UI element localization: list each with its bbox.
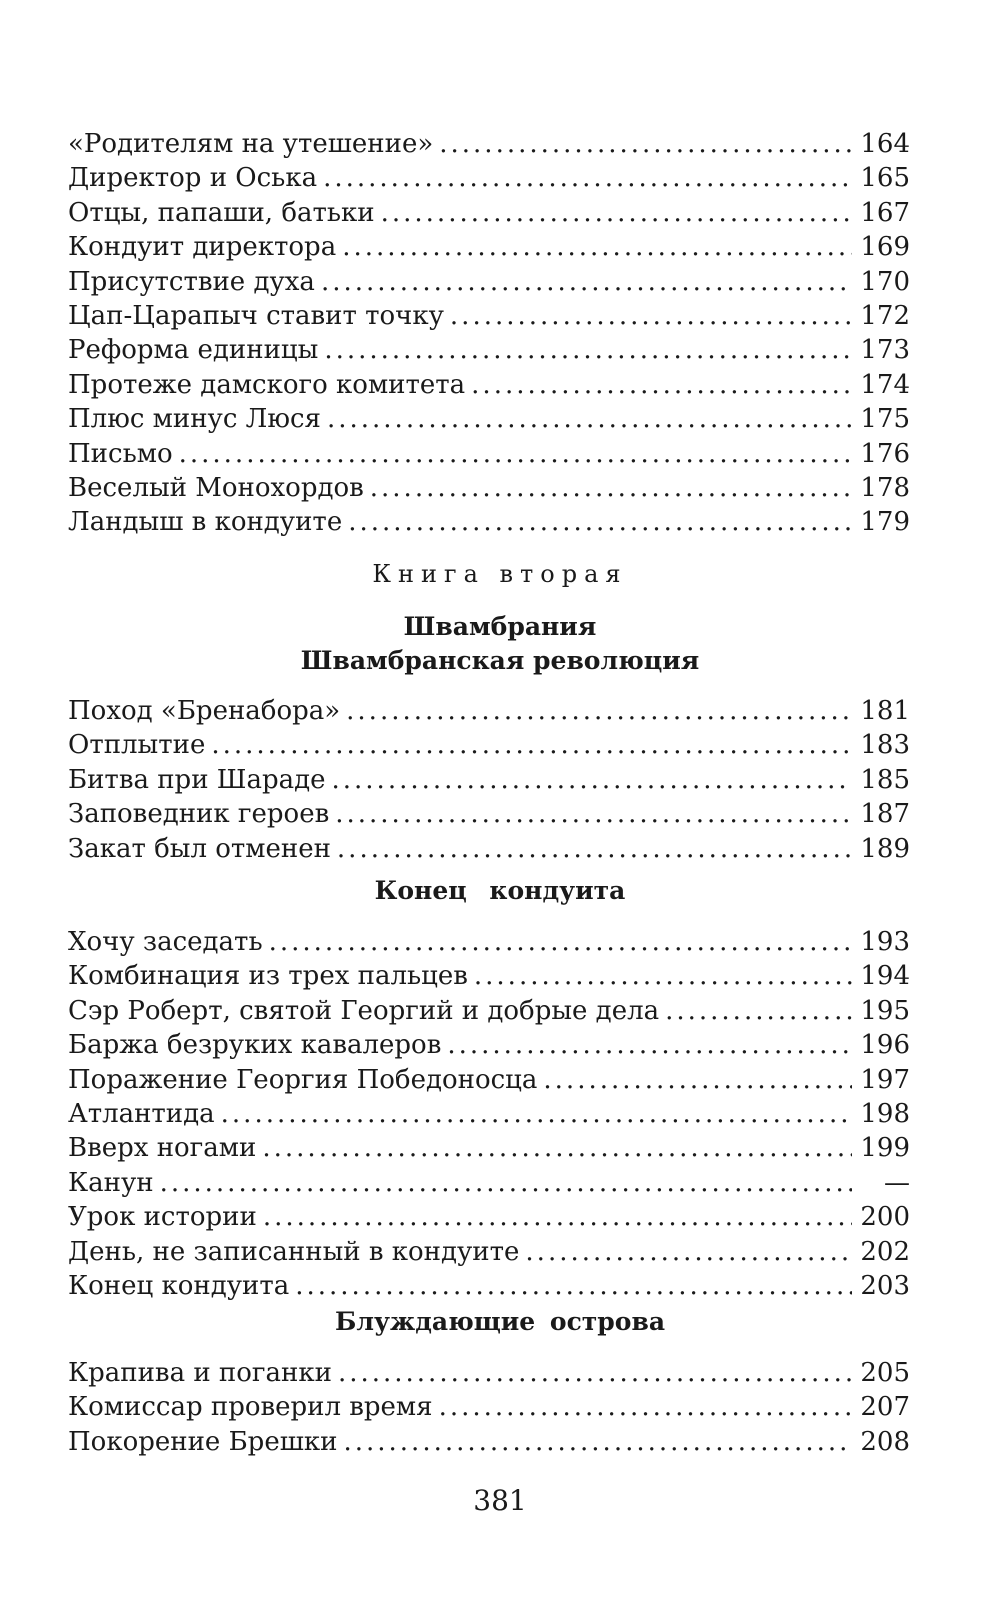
toc-entry-title: Плюс минус Люся: [68, 404, 321, 435]
dot-leader: [343, 1425, 852, 1459]
toc-entry: [68, 728, 910, 762]
toc-entry-title: Сэр Роберт, святой Георгий и добрые дела: [68, 995, 660, 1026]
toc-entry: [68, 1063, 910, 1097]
toc-entry-title: Письмо: [68, 438, 173, 469]
toc-entry-page-number: 176: [860, 438, 910, 469]
toc-entry-title: Закат был отменен: [68, 833, 331, 864]
toc-entry-page-number: 187: [860, 799, 910, 830]
part-heading: Швамбрания: [403, 612, 597, 641]
toc-entry-title: Отплытие: [68, 730, 206, 761]
dot-leader: [471, 368, 852, 402]
toc-entry-title: Крапива и поганки: [68, 1358, 332, 1388]
dot-leader: [327, 402, 852, 436]
dot-leader: [269, 925, 852, 959]
toc-entry-page-number: 205: [860, 1358, 910, 1388]
dot-leader: [439, 127, 852, 161]
toc-entry: [68, 230, 910, 264]
toc-section-4: [68, 1356, 910, 1459]
toc-entry-page-number: 175: [860, 404, 910, 435]
toc-entry-page-number: 178: [860, 472, 910, 503]
toc-entry-page-number: 193: [860, 927, 910, 957]
toc-entry: [68, 1166, 910, 1200]
section-3-heading: Конец кондуита: [374, 876, 626, 905]
toc-entry: [68, 1390, 910, 1424]
section-2-heading: Швамбранская революция: [300, 646, 700, 675]
toc-entry-page-number: 170: [860, 266, 910, 297]
toc-entry-page-number: 181: [860, 696, 910, 726]
toc-entry-page-number: 198: [860, 1098, 910, 1129]
toc-entry: [68, 402, 910, 436]
toc-entry-title: Баржа безруких кавалеров: [68, 1030, 442, 1061]
toc-entry-title: Атлантида: [68, 1098, 215, 1129]
dot-leader: [450, 299, 852, 333]
dot-leader: [321, 265, 852, 299]
toc-entry-title: Отцы, папаши, батьки: [68, 197, 375, 228]
toc-entry-page-number: 167: [860, 197, 910, 228]
dot-leader: [179, 437, 852, 471]
dot-leader: [221, 1097, 852, 1131]
toc-entry: [68, 797, 910, 831]
toc-entry-title: День, не записанный в кондуите: [68, 1236, 520, 1267]
dot-leader: [324, 333, 852, 367]
toc-section-2: [68, 694, 910, 866]
toc-entry-title: Реформа единицы: [68, 335, 319, 366]
toc-entry-page-number: 183: [860, 730, 910, 761]
toc-entry: [68, 299, 910, 333]
book-heading: Книга вторая: [372, 560, 628, 588]
dot-leader: [262, 1131, 852, 1165]
dot-leader: [295, 1269, 852, 1303]
toc-entry: [68, 994, 910, 1028]
toc-entry-title: Комиссар проверил время: [68, 1392, 433, 1423]
toc-entry: [68, 437, 910, 471]
toc-entry: [68, 1200, 910, 1234]
toc-entry-title: Битва при Шараде: [68, 764, 326, 795]
toc-entry-page-number: 207: [860, 1392, 910, 1423]
dot-leader: [474, 959, 852, 993]
toc-entry: [68, 959, 910, 993]
toc-entry: [68, 1028, 910, 1062]
toc-entry-title: Поход «Бренабора»: [68, 696, 341, 726]
toc-entry-page-number: 208: [860, 1426, 910, 1457]
toc-entry-page-number: 174: [860, 369, 910, 400]
toc-entry-title: Протеже дамского комитета: [68, 369, 466, 400]
toc-entry-title: Покорение Брешки: [68, 1426, 338, 1457]
toc-entry-title: Присутствие духа: [68, 266, 315, 297]
dot-leader: [543, 1063, 852, 1097]
page-number: 381: [473, 1484, 527, 1517]
dot-leader: [439, 1390, 852, 1424]
toc-entry-title: Комбинация из трех пальцев: [68, 961, 468, 992]
toc-entry-page-number: 203: [860, 1270, 910, 1301]
toc-entry: [68, 832, 910, 866]
dot-leader: [342, 230, 852, 264]
dot-leader: [332, 763, 853, 797]
dot-leader: [381, 196, 852, 230]
toc-entry-page-number: 185: [860, 764, 910, 795]
toc-entry-page-number: 164: [860, 129, 910, 159]
toc-entry-title: Канун: [68, 1167, 154, 1198]
toc-entry-page-number: 179: [860, 507, 910, 538]
toc-entry-page-number: —: [884, 1167, 910, 1198]
dot-leader: [346, 694, 852, 728]
dot-leader: [263, 1200, 852, 1234]
toc-entry: [68, 196, 910, 230]
toc-entry: [68, 925, 910, 959]
dot-leader: [665, 994, 852, 1028]
toc-entry: [68, 265, 910, 299]
toc-section-3: [68, 925, 910, 1303]
toc-entry: [68, 1356, 910, 1390]
dot-leader: [348, 505, 852, 539]
toc-entry: [68, 1269, 910, 1303]
dot-leader: [525, 1235, 852, 1269]
toc-entry-page-number: 165: [860, 163, 910, 194]
toc-entry-page-number: 199: [860, 1133, 910, 1164]
toc-entry-page-number: 169: [860, 232, 910, 263]
toc-entry-title: Директор и Оська: [68, 163, 318, 194]
toc-entry: [68, 1131, 910, 1165]
toc-entry-title: Поражение Георгия Победоносца: [68, 1064, 538, 1095]
dot-leader: [370, 471, 852, 505]
toc-entry-page-number: 195: [860, 995, 910, 1026]
toc-entry-title: Конец кондуита: [68, 1270, 290, 1301]
toc-entry-title: Урок истории: [68, 1202, 257, 1233]
toc-entry-page-number: 202: [860, 1236, 910, 1267]
toc-entry: [68, 368, 910, 402]
dot-leader: [447, 1028, 852, 1062]
toc-entry: [68, 333, 910, 367]
toc-entry-page-number: 189: [860, 833, 910, 864]
toc-entry-title: Веселый Монохордов: [68, 472, 364, 503]
toc-entry-page-number: 173: [860, 335, 910, 366]
toc-entry-title: Заповедник героев: [68, 799, 330, 830]
toc-entry: [68, 505, 910, 539]
toc-entry: [68, 127, 910, 161]
toc-entry-title: Ландыш в кондуите: [68, 507, 343, 538]
dot-leader: [335, 797, 852, 831]
toc-entry-page-number: 196: [860, 1030, 910, 1061]
dot-leader: [323, 161, 852, 195]
toc-section-1: [68, 127, 910, 540]
toc-entry-title: Вверх ногами: [68, 1133, 257, 1164]
toc-entry: [68, 161, 910, 195]
toc-entry-page-number: 194: [860, 961, 910, 992]
toc-entry: [68, 1425, 910, 1459]
toc-entry-title: Цап-Царапыч ставит точку: [68, 300, 444, 331]
toc-entry: [68, 694, 910, 728]
toc-entry-title: Хочу заседать: [68, 927, 263, 957]
dot-leader: [211, 728, 852, 762]
dot-leader: [338, 1356, 852, 1390]
toc-entry-title: «Родителям на утешение»: [68, 129, 434, 159]
toc-entry-page-number: 197: [860, 1064, 910, 1095]
section-4-heading: Блуждающие острова: [334, 1307, 666, 1336]
toc-entry: [68, 763, 910, 797]
toc-entry: [68, 1097, 910, 1131]
dot-leader: [160, 1166, 852, 1200]
toc-entry-title: Кондуит директора: [68, 232, 337, 263]
toc-entry: [68, 1235, 910, 1269]
toc-entry-page-number: 200: [860, 1202, 910, 1233]
dot-leader: [337, 832, 852, 866]
toc-entry-page-number: 172: [860, 300, 910, 331]
toc-entry: [68, 471, 910, 505]
